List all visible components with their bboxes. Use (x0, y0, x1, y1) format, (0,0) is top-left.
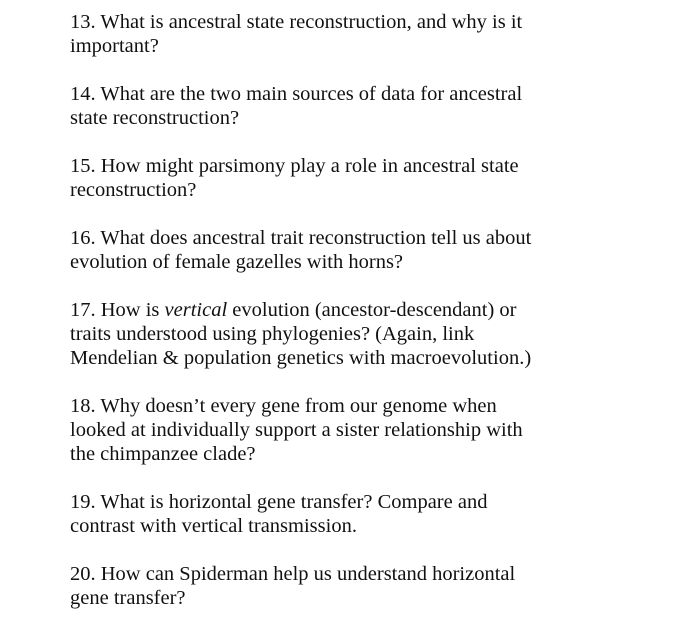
question-17-line-1 (70, 298, 630, 322)
question-18-line-1: 18. Why doesn’t every gene from our genome when (70, 395, 497, 417)
question-20-line-1: 20. How can Spiderman help us understand horizontal (70, 563, 516, 585)
question-16-line-1: 16. What does ancestral trait reconstruction tell us about (70, 227, 532, 249)
question-18 (70, 394, 630, 466)
question-19 (70, 490, 630, 538)
question-19-line-1: 19. What is horizontal gene transfer? Compare and (70, 491, 488, 513)
question-13-line-2: important? (70, 35, 159, 57)
question-19-line-2: contrast with vertical transmission. (70, 515, 357, 537)
question-15-line-1: 15. How might parsimony play a role in ancestral state (70, 155, 519, 177)
question-14-line-1: 14. What are the two main sources of data for ancestral (70, 83, 523, 105)
question-17 (70, 298, 630, 370)
question-13-line-1: 13. What is ancestral state reconstruction, and why is it (70, 11, 523, 33)
question-20-line-2: gene transfer? (70, 587, 186, 609)
question-17-emphasis: vertical (164, 299, 228, 321)
question-14 (70, 82, 630, 130)
question-18-line-3: the chimpanzee clade? (70, 443, 256, 465)
question-list (70, 10, 630, 610)
question-17-line-2: traits understood using phylogenies? (Again, link (70, 323, 475, 345)
question-17-line-3: Mendelian & population genetics with macroevolution.) (70, 347, 532, 369)
question-15 (70, 154, 630, 202)
question-16 (70, 226, 630, 274)
question-16-line-2: evolution of female gazelles with horns? (70, 251, 404, 273)
question-13 (70, 10, 630, 58)
question-18-line-2: looked at individually support a sister relationship with (70, 419, 523, 441)
question-20 (70, 562, 630, 610)
question-17-text-after: evolution (ancestor-descendant) or (227, 299, 517, 321)
question-15-line-2: reconstruction? (70, 179, 197, 201)
question-17-text-before: 17. How is (70, 299, 165, 321)
question-14-line-2: state reconstruction? (70, 107, 240, 129)
